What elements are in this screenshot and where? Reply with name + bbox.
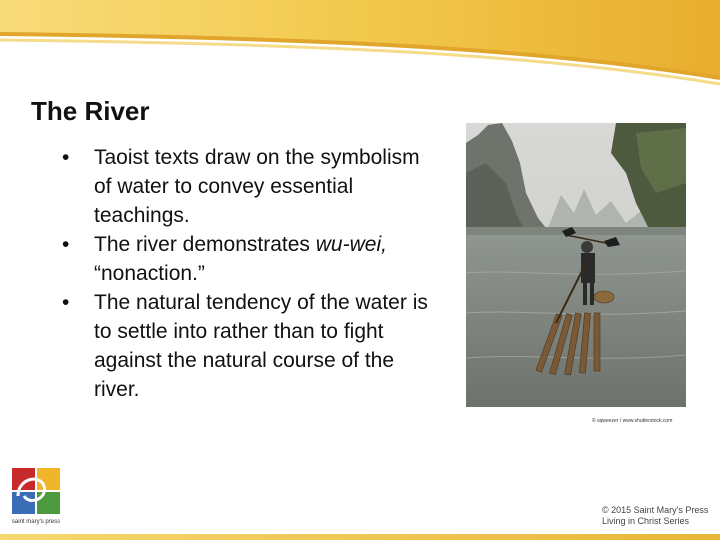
footer-copyright (602, 505, 708, 527)
footer-band (0, 534, 720, 540)
bullet-text: The river demonstrates (94, 233, 316, 256)
header-swoosh (0, 0, 720, 90)
saint-marys-press-logo (10, 466, 62, 526)
bullet-item: • The natural tendency of the water is to settle into rather than to fight against the natural course of the river. (62, 288, 442, 404)
slide-title: The River (31, 96, 150, 126)
bullet-item (62, 230, 442, 288)
river-fisherman-photo (466, 123, 686, 407)
bullet-text: “nonaction.” (94, 262, 205, 285)
bullet-term: wu-wei, (315, 233, 387, 256)
photo-credit: © sqweezer / www.shutterstock.com (592, 418, 673, 424)
bullet-item: • Taoist texts draw on the symbolism of water to convey essential teachings. (62, 143, 442, 230)
svg-text:saint mary's press: saint mary's press (11, 519, 61, 525)
copyright-line: © 2015 Saint Mary's Press (602, 505, 709, 515)
bullet-list (62, 143, 442, 404)
series-line: Living in Christ Series (602, 516, 690, 526)
